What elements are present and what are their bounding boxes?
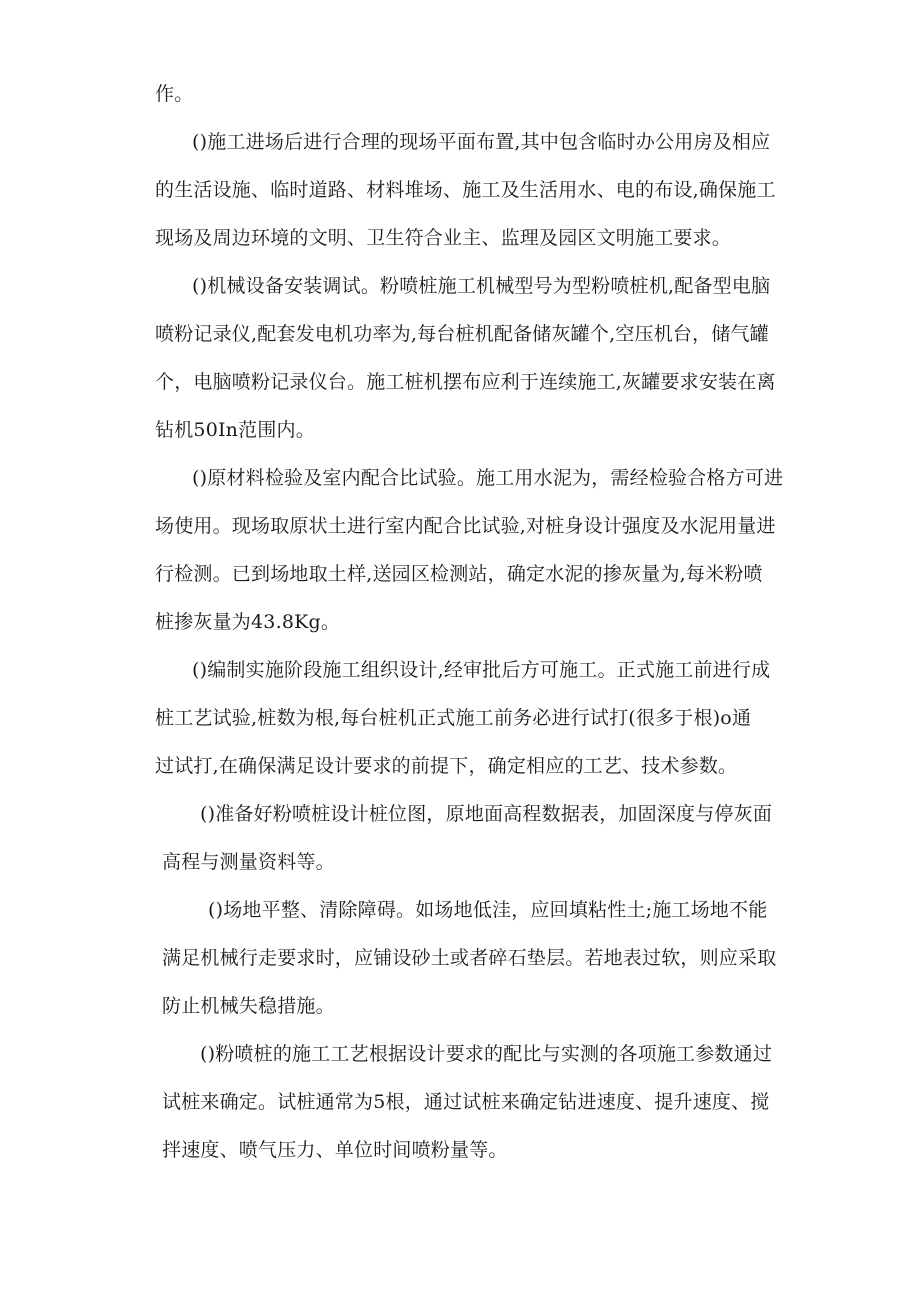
- text-line: ()准备好粉喷桩设计桩位图，原地面高程数据表，加固深度与停灰面: [200, 803, 773, 825]
- text-line: 防止机械失稳措施。: [162, 995, 335, 1017]
- text-line: 的生活设施、临时道路、材料堆场、施工及生活用水、电的布设,确保施工: [155, 179, 776, 201]
- text-line: 喷粉记录仪,配套发电机功率为,每台桩机配备储灰罐个,空压机台，储气罐: [155, 323, 769, 345]
- text-line: 行检测。已到场地取土样,送园区检测站，确定水泥的掺灰量为,每米粉喷: [155, 563, 763, 585]
- text-line: 钻机50In范围内。: [155, 419, 315, 441]
- text-line: ()施工进场后进行合理的现场平面布置,其中包含临时办公用房及相应: [192, 131, 771, 153]
- text-line: 个，电脑喷粉记录仪台。施工桩机摆布应利于连续施工,灰罐要求安装在离: [155, 371, 776, 393]
- text-line: 拌速度、喷气压力、单位时间喷粉量等。: [162, 1139, 508, 1161]
- text-line: 桩掺灰量为43.8Kg。: [155, 611, 341, 633]
- text-line: 过试打,在确保满足设计要求的前提下，确定相应的工艺、技术参数。: [155, 755, 738, 777]
- text-line: 高程与测量资料等。: [162, 851, 335, 873]
- text-line: 场使用。现场取原状土进行室内配合比试验,对桩身设计强度及水泥用量进: [155, 515, 776, 537]
- text-line: ()原材料检验及室内配合比试验。施工用水泥为，需经检验合格方可进: [192, 467, 784, 489]
- text-line: 满足机械行走要求时，应铺设砂土或者碎石垫层。若地表过软，则应采取: [162, 947, 777, 969]
- text-line: ()机械设备安装调试。粉喷桩施工机械型号为型粉喷桩机,配备型电脑: [192, 275, 771, 297]
- text-line: ()编制实施阶段施工组织设计,经审批后方可施工。正式施工前进行成: [192, 659, 771, 681]
- text-line: 桩工艺试验,桩数为根,每台桩机正式施工前务必进行试打(很多于根)o通: [155, 707, 752, 729]
- text-line: 试桩来确定。试桩通常为5根，通过试桩来确定钻进速度、提升速度、搅: [162, 1091, 770, 1113]
- text-line: ()场地平整、清除障碍。如场地低洼，应回填粘性土;施工场地不能: [208, 899, 768, 921]
- text-line: 作。: [155, 83, 194, 105]
- text-line: 现场及周边环境的文明、卫生符合业主、监理及园区文明施工要求。: [155, 227, 732, 249]
- text-line: ()粉喷桩的施工工艺根据设计要求的配比与实测的各项施工参数通过: [200, 1043, 773, 1065]
